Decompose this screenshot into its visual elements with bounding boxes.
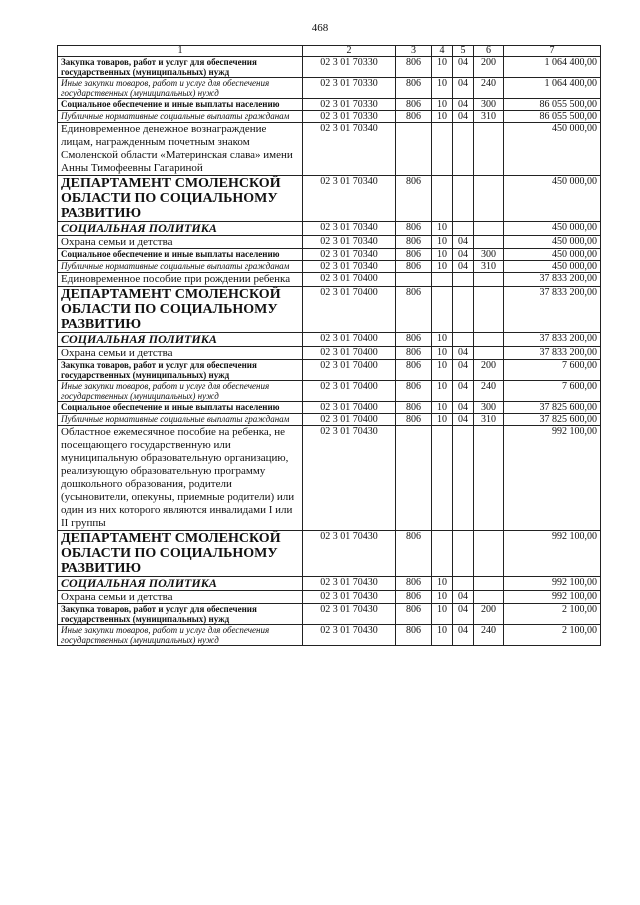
subsection-code: [453, 531, 474, 577]
ministry-code: [396, 123, 432, 176]
table-row: [58, 414, 601, 426]
subsection-code: 04: [453, 347, 474, 360]
subsection-code: 04: [453, 261, 474, 273]
section-code: 10: [432, 111, 453, 123]
expense-type-code: [474, 123, 504, 176]
section-code: 10: [432, 236, 453, 249]
table-row: [58, 347, 601, 360]
section-code: 10: [432, 591, 453, 604]
ministry-code: 806: [396, 176, 432, 222]
row-name: Охрана семьи и детства: [58, 347, 303, 360]
section-code: [432, 426, 453, 531]
amount: 450 000,00: [504, 249, 601, 261]
expense-type-code: [474, 426, 504, 531]
target-article-code: 02 3 01 70430: [303, 591, 396, 604]
ministry-code: 806: [396, 57, 432, 78]
ministry-code: 806: [396, 402, 432, 414]
ministry-code: 806: [396, 111, 432, 123]
amount: 37 833 200,00: [504, 347, 601, 360]
column-number: 1: [58, 46, 303, 57]
row-name: Единовременное пособие при рождении ребенка: [58, 273, 303, 287]
amount: 992 100,00: [504, 531, 601, 577]
ministry-code: 806: [396, 287, 432, 333]
amount: 992 100,00: [504, 426, 601, 531]
subsection-code: 04: [453, 414, 474, 426]
subsection-code: 04: [453, 360, 474, 381]
amount: 450 000,00: [504, 176, 601, 222]
target-article-code: 02 3 01 70340: [303, 176, 396, 222]
section-code: 10: [432, 577, 453, 591]
expense-type-code: [474, 531, 504, 577]
ministry-code: 806: [396, 531, 432, 577]
section-code: 10: [432, 78, 453, 99]
section-code: [432, 176, 453, 222]
target-article-code: 02 3 01 70400: [303, 287, 396, 333]
section-code: 10: [432, 347, 453, 360]
amount: 450 000,00: [504, 236, 601, 249]
section-code: 10: [432, 222, 453, 236]
table-row: [58, 402, 601, 414]
amount: 37 833 200,00: [504, 273, 601, 287]
subsection-code: 04: [453, 249, 474, 261]
amount: 2 100,00: [504, 625, 601, 646]
row-name: ДЕПАРТАМЕНТ СМОЛЕНСКОЙ ОБЛАСТИ ПО СОЦИАЛЬНОМУ РАЗВИТИЮ: [58, 176, 303, 222]
table-row: [58, 360, 601, 381]
subsection-code: 04: [453, 57, 474, 78]
ministry-code: 806: [396, 360, 432, 381]
subsection-code: 04: [453, 604, 474, 625]
expense-type-code: 240: [474, 381, 504, 402]
section-code: [432, 273, 453, 287]
ministry-code: 806: [396, 99, 432, 111]
table-row: [58, 123, 601, 176]
section-code: 10: [432, 604, 453, 625]
row-name: Иные закупки товаров, работ и услуг для обеспечения государственных (муниципальных) нужд: [58, 381, 303, 402]
amount: 37 825 600,00: [504, 414, 601, 426]
ministry-code: 806: [396, 249, 432, 261]
section-code: 10: [432, 333, 453, 347]
row-name: СОЦИАЛЬНАЯ ПОЛИТИКА: [58, 333, 303, 347]
row-name: Публичные нормативные социальные выплаты гражданам: [58, 111, 303, 123]
row-name: СОЦИАЛЬНАЯ ПОЛИТИКА: [58, 222, 303, 236]
table-row: [58, 604, 601, 625]
target-article-code: 02 3 01 70430: [303, 604, 396, 625]
row-name: ДЕПАРТАМЕНТ СМОЛЕНСКОЙ ОБЛАСТИ ПО СОЦИАЛЬНОМУ РАЗВИТИЮ: [58, 531, 303, 577]
section-code: 10: [432, 414, 453, 426]
section-code: [432, 123, 453, 176]
row-name: Единовременное денежное вознаграждение лицам, награжденным почетным знаком Смоленской области «Материнская слава» имени Анны Тимофеевны Гагариной: [58, 123, 303, 176]
row-name: Социальное обеспечение и иные выплаты населению: [58, 249, 303, 261]
ministry-code: 806: [396, 625, 432, 646]
amount: 2 100,00: [504, 604, 601, 625]
target-article-code: 02 3 01 70400: [303, 381, 396, 402]
ministry-code: [396, 426, 432, 531]
subsection-code: [453, 426, 474, 531]
section-code: 10: [432, 381, 453, 402]
amount: 37 825 600,00: [504, 402, 601, 414]
amount: 1 064 400,00: [504, 57, 601, 78]
expense-type-code: [474, 591, 504, 604]
subsection-code: [453, 287, 474, 333]
target-article-code: 02 3 01 70430: [303, 426, 396, 531]
row-name: Социальное обеспечение и иные выплаты населению: [58, 402, 303, 414]
expense-type-code: 240: [474, 78, 504, 99]
column-number: 6: [474, 46, 504, 57]
section-code: [432, 287, 453, 333]
subsection-code: [453, 333, 474, 347]
column-number-row: [58, 46, 601, 57]
expense-type-code: 300: [474, 249, 504, 261]
column-number: 4: [432, 46, 453, 57]
table-row: [58, 57, 601, 78]
ministry-code: 806: [396, 347, 432, 360]
ministry-code: 806: [396, 236, 432, 249]
ministry-code: 806: [396, 591, 432, 604]
subsection-code: 04: [453, 111, 474, 123]
ministry-code: 806: [396, 222, 432, 236]
target-article-code: 02 3 01 70340: [303, 249, 396, 261]
page-number: 468: [311, 22, 329, 34]
row-name: Охрана семьи и детства: [58, 236, 303, 249]
target-article-code: 02 3 01 70400: [303, 402, 396, 414]
table-row: [58, 249, 601, 261]
subsection-code: [453, 222, 474, 236]
row-name: Социальное обеспечение и иные выплаты населению: [58, 99, 303, 111]
row-name: СОЦИАЛЬНАЯ ПОЛИТИКА: [58, 577, 303, 591]
target-article-code: 02 3 01 70400: [303, 273, 396, 287]
ministry-code: [396, 273, 432, 287]
amount: 7 600,00: [504, 381, 601, 402]
target-article-code: 02 3 01 70430: [303, 531, 396, 577]
ministry-code: 806: [396, 381, 432, 402]
ministry-code: 806: [396, 577, 432, 591]
expense-type-code: 310: [474, 111, 504, 123]
table-row: [58, 99, 601, 111]
ministry-code: 806: [396, 261, 432, 273]
table-row: [58, 111, 601, 123]
table-row: [58, 381, 601, 402]
ministry-code: 806: [396, 414, 432, 426]
table-row: [58, 78, 601, 99]
subsection-code: 04: [453, 78, 474, 99]
expense-type-code: [474, 176, 504, 222]
expense-type-code: 200: [474, 604, 504, 625]
target-article-code: 02 3 01 70400: [303, 333, 396, 347]
expense-type-code: 200: [474, 57, 504, 78]
table-row: [58, 222, 601, 236]
row-name: Закупка товаров, работ и услуг для обеспечения государственных (муниципальных) нужд: [58, 57, 303, 78]
column-number: 7: [504, 46, 601, 57]
expense-type-code: 200: [474, 360, 504, 381]
expense-type-code: 300: [474, 99, 504, 111]
section-code: 10: [432, 625, 453, 646]
target-article-code: 02 3 01 70330: [303, 57, 396, 78]
expense-type-code: [474, 236, 504, 249]
row-name: Областное ежемесячное пособие на ребенка, не посещающего государственную или муниципальную образовательную организацию, реализующую образовательную программу дошкольного образования, родители (усыновители, опекуны, приемные родители) или один из них которого являются инвалидами I или II группы: [58, 426, 303, 531]
amount: 86 055 500,00: [504, 99, 601, 111]
row-name: Публичные нормативные социальные выплаты гражданам: [58, 261, 303, 273]
target-article-code: 02 3 01 70400: [303, 347, 396, 360]
table-row: [58, 273, 601, 287]
amount: 992 100,00: [504, 591, 601, 604]
expense-type-code: 310: [474, 414, 504, 426]
target-article-code: 02 3 01 70400: [303, 360, 396, 381]
subsection-code: 04: [453, 236, 474, 249]
table-row: [58, 577, 601, 591]
expense-type-code: 240: [474, 625, 504, 646]
target-article-code: 02 3 01 70400: [303, 414, 396, 426]
target-article-code: 02 3 01 70430: [303, 577, 396, 591]
column-number: 3: [396, 46, 432, 57]
target-article-code: 02 3 01 70340: [303, 236, 396, 249]
row-name: Закупка товаров, работ и услуг для обеспечения государственных (муниципальных) нужд: [58, 604, 303, 625]
section-code: 10: [432, 402, 453, 414]
subsection-code: 04: [453, 99, 474, 111]
row-name: Охрана семьи и детства: [58, 591, 303, 604]
target-article-code: 02 3 01 70330: [303, 99, 396, 111]
amount: 450 000,00: [504, 261, 601, 273]
section-code: 10: [432, 249, 453, 261]
column-number: 2: [303, 46, 396, 57]
amount: 450 000,00: [504, 123, 601, 176]
subsection-code: [453, 123, 474, 176]
amount: 37 833 200,00: [504, 287, 601, 333]
table-row: [58, 625, 601, 646]
row-name: Закупка товаров, работ и услуг для обеспечения государственных (муниципальных) нужд: [58, 360, 303, 381]
row-name: Иные закупки товаров, работ и услуг для обеспечения государственных (муниципальных) нужд: [58, 625, 303, 646]
table-row: [58, 176, 601, 222]
ministry-code: 806: [396, 604, 432, 625]
amount: 992 100,00: [504, 577, 601, 591]
expense-type-code: 310: [474, 261, 504, 273]
section-code: [432, 531, 453, 577]
subsection-code: [453, 176, 474, 222]
subsection-code: 04: [453, 591, 474, 604]
section-code: 10: [432, 99, 453, 111]
expense-type-code: [474, 273, 504, 287]
table-row: [58, 531, 601, 577]
expense-type-code: 300: [474, 402, 504, 414]
expense-type-code: [474, 347, 504, 360]
section-code: 10: [432, 57, 453, 78]
target-article-code: 02 3 01 70340: [303, 123, 396, 176]
amount: 450 000,00: [504, 222, 601, 236]
amount: 86 055 500,00: [504, 111, 601, 123]
section-code: 10: [432, 360, 453, 381]
subsection-code: [453, 273, 474, 287]
expense-type-code: [474, 287, 504, 333]
table-row: [58, 426, 601, 531]
expense-type-code: [474, 333, 504, 347]
row-name: Иные закупки товаров, работ и услуг для обеспечения государственных (муниципальных) нужд: [58, 78, 303, 99]
target-article-code: 02 3 01 70340: [303, 261, 396, 273]
target-article-code: 02 3 01 70330: [303, 111, 396, 123]
ministry-code: 806: [396, 333, 432, 347]
budget-table: [57, 45, 601, 646]
amount: 1 064 400,00: [504, 78, 601, 99]
column-number: 5: [453, 46, 474, 57]
target-article-code: 02 3 01 70430: [303, 625, 396, 646]
target-article-code: 02 3 01 70330: [303, 78, 396, 99]
table-row: [58, 261, 601, 273]
table-row: [58, 333, 601, 347]
table-row: [58, 236, 601, 249]
amount: 37 833 200,00: [504, 333, 601, 347]
row-name: Публичные нормативные социальные выплаты гражданам: [58, 414, 303, 426]
table-row: [58, 287, 601, 333]
ministry-code: 806: [396, 78, 432, 99]
section-code: 10: [432, 261, 453, 273]
subsection-code: 04: [453, 402, 474, 414]
subsection-code: 04: [453, 381, 474, 402]
expense-type-code: [474, 577, 504, 591]
subsection-code: [453, 577, 474, 591]
row-name: ДЕПАРТАМЕНТ СМОЛЕНСКОЙ ОБЛАСТИ ПО СОЦИАЛЬНОМУ РАЗВИТИЮ: [58, 287, 303, 333]
table-row: [58, 591, 601, 604]
amount: 7 600,00: [504, 360, 601, 381]
subsection-code: 04: [453, 625, 474, 646]
target-article-code: 02 3 01 70340: [303, 222, 396, 236]
expense-type-code: [474, 222, 504, 236]
